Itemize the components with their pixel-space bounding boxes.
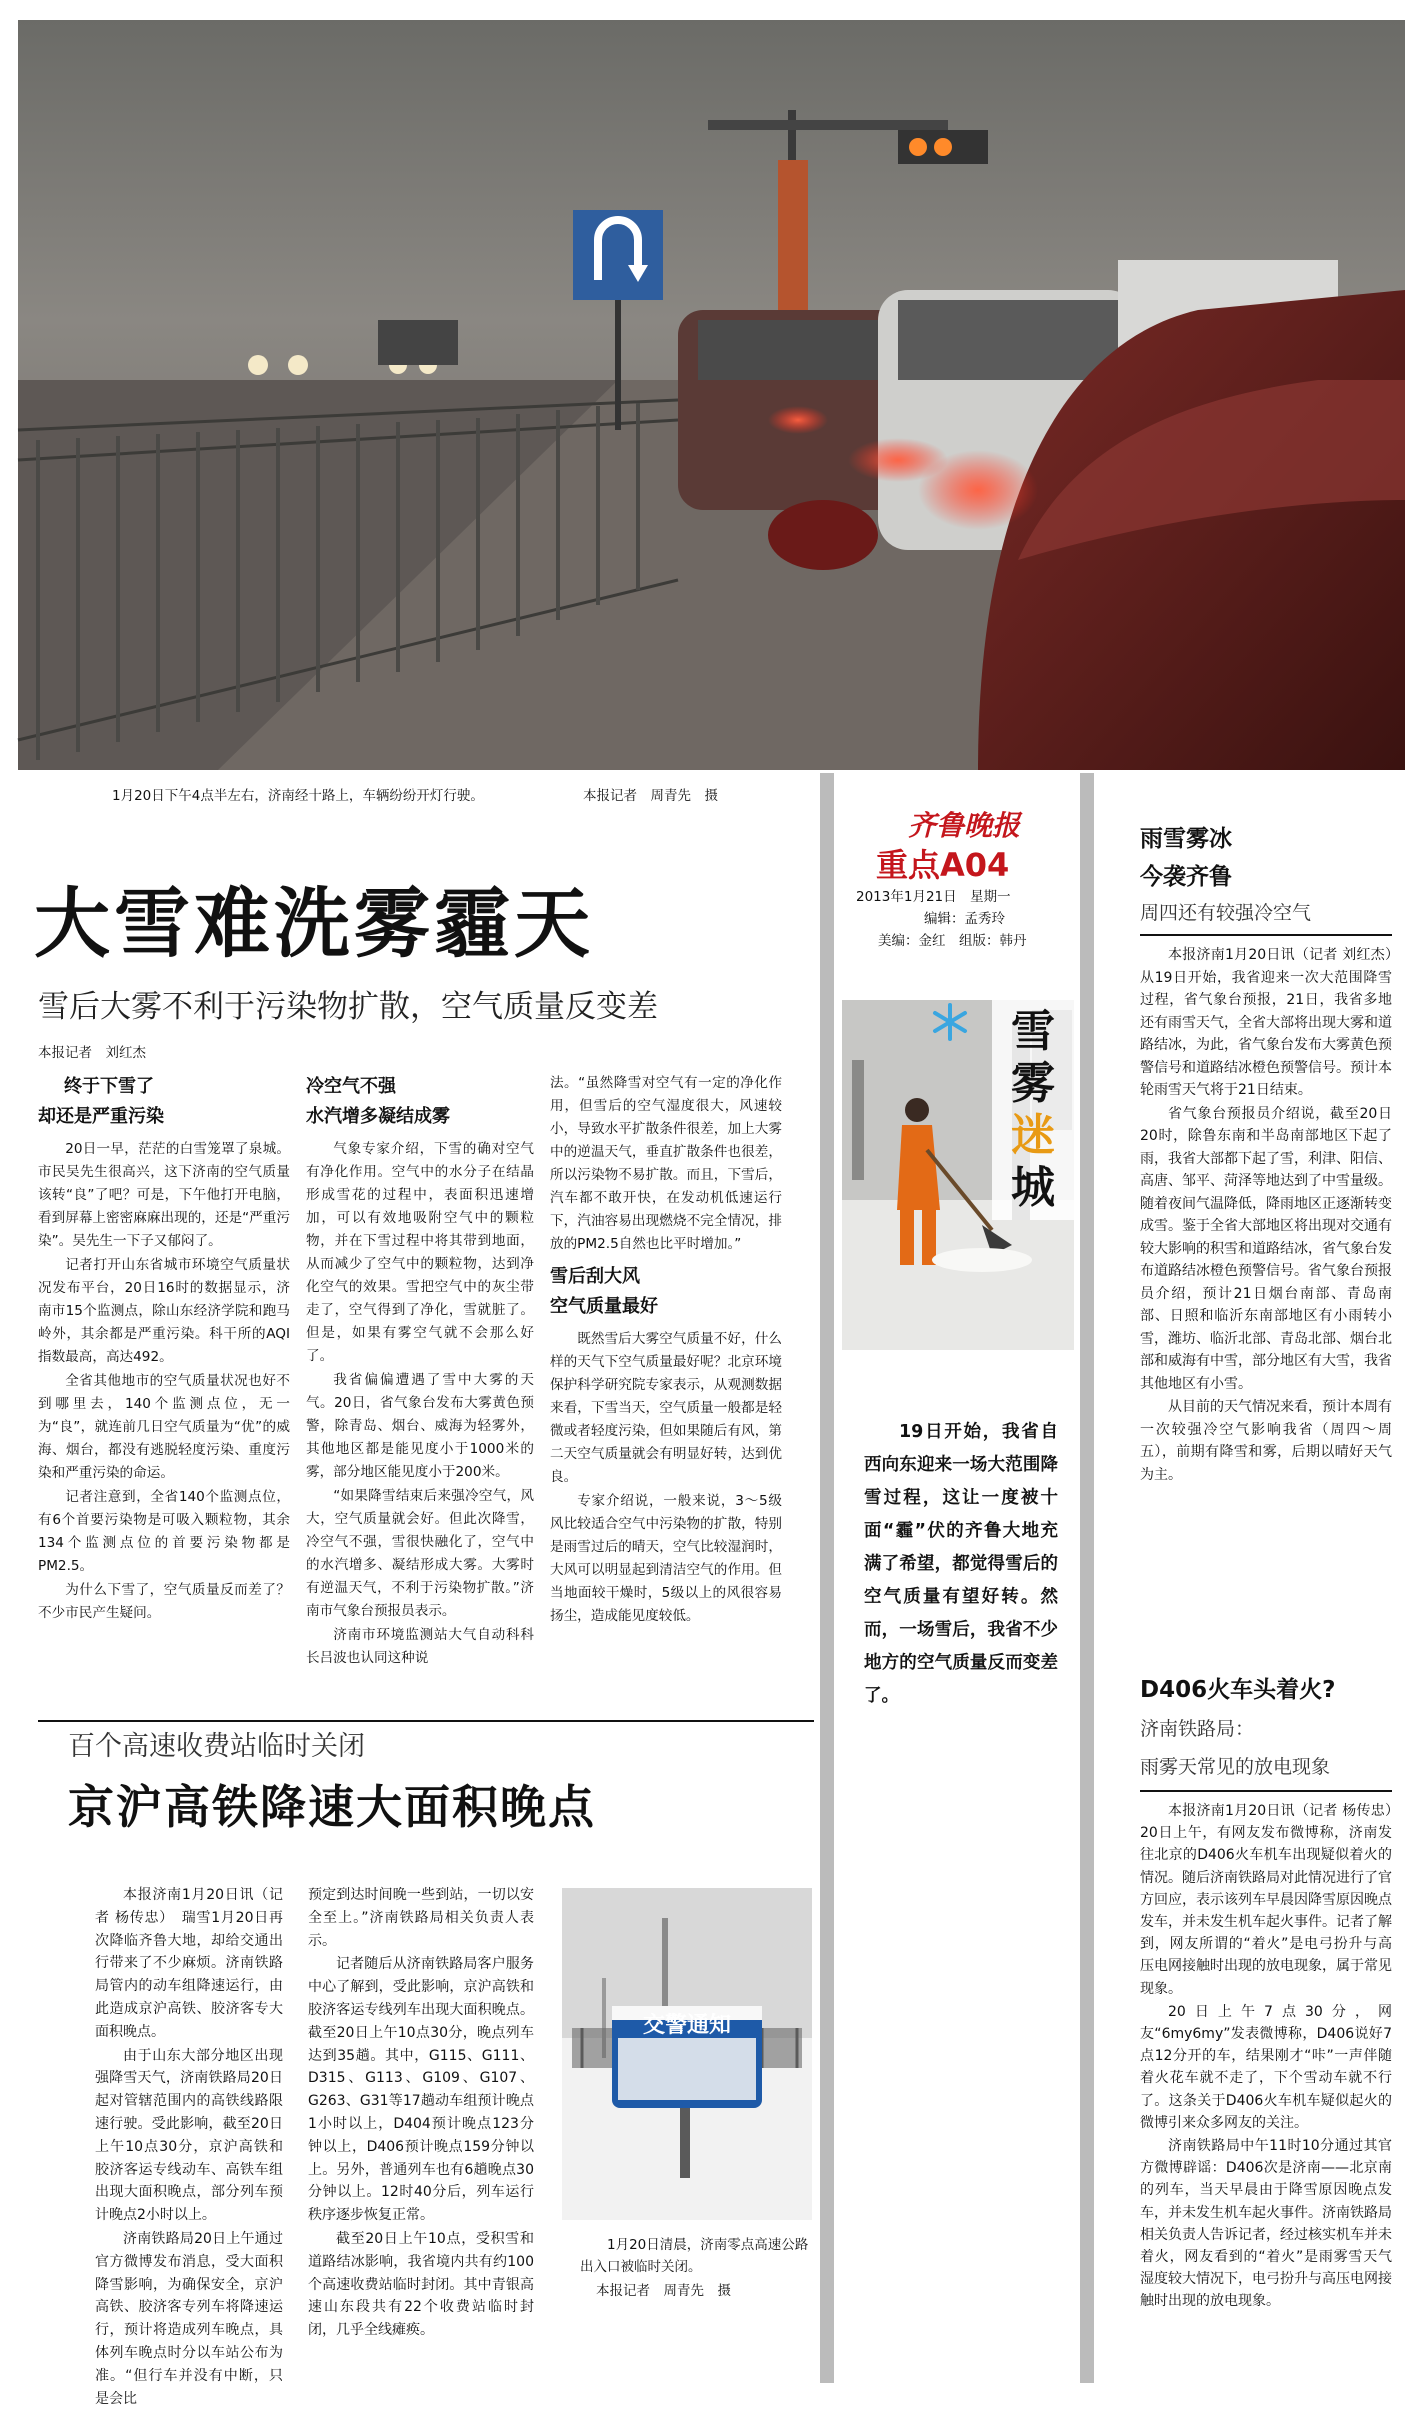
paragraph: 既然雪后大雾空气质量不好，什么样的天气下空气质量最好呢？北京环境保护科学研究院专家表示，从观测数据来看，下雪当天，空气质量一般都是轻微或者轻度污染，但如果随后有风，第二天空气质量就会有明显好转，达到优良。 [550,1331,782,1485]
paragraph: 记者打开山东省城市环境空气质量状况发布平台，20日16时的数据显示，济南市15个监测点，除山东经济学院和跑马岭外，其余都是严重污染。科干所的AQI指数最高，高达492。 [38,1257,290,1365]
train-title: D406火车头着火? [1140,1677,1336,1703]
column-divider [1080,773,1094,2383]
weather-title: 今袭齐鲁 [1140,864,1232,890]
rule [1140,1790,1392,1792]
column-divider [820,773,834,2383]
sign-text: 交警通知 [642,2013,731,2038]
headline: 大雪难洗雾霾天 [34,879,594,968]
paragraph: 20日上午7点30分，网友“6my6my”发表微博称，D406说好7点12分开的车，结果刚才“咔”一声伴随着火花车就不走了，下个雪动车就不行了。这条关于D406火车机车疑似起火的微博引来众多网友的关注。 [1140,2003,1392,2131]
snow-sweeper-photo [842,1000,1074,1350]
section-code: 重点A04 [876,846,1010,884]
date-line: 2013年1月21日 星期一 [856,889,1011,905]
paragraph: 本报济南1月20日讯（记者 杨传忠） 瑞雪1月20日再次降临齐鲁大地，却给交通出行带来了不少麻烦。济南铁路局管内的动车组降速运行，由此造成京沪高铁、胶济客专大面积晚点。 [95,1887,283,2040]
rail-photo-credit: 本报记者 周青先 摄 [596,2283,731,2299]
rule [1140,934,1392,936]
train-story [1140,1670,1406,2314]
feature-intro: 19日开始，我省自西向东迎来一场大范围降雪过程，这让一度被十面“霾”伏的齐鲁大地充满了希望，都觉得雪后的空气质量有望好转。然而，一场雪后，我省不少地方的空气质量反而变差了。 [864,1422,1058,1706]
foggy-road-image [18,20,1405,770]
paragraph: 济南铁路局中午11时10分通过其官方微博辟谣：D406次是济南——北京南的列车，当天早晨由于降雪原因晚点发车，并未发生机车起火事件。济南铁路局相关负责人告诉记者，经过核实机车并未着火，网友看到的“着火”是雨雾雪天气湿度较大情况下，电弓扮升与高压电网接触时出现的放电现象。 [1140,2138,1392,2310]
feature-title-char: 迷 [1011,1110,1055,1161]
story-column-2 [306,1072,534,1671]
story-column-1 [38,1072,290,1626]
weather-story [1140,820,1406,1487]
train-deck: 雨雾天常见的放电现象 [1140,1756,1331,1778]
rail-column-2 [308,1884,534,2343]
rail-headline: 京沪高铁降速大面积晚点 [68,1780,596,1834]
paragraph: 从目前的天气情况来看，预计本周有一次较强冷空气影响我省（周四～周五），前期有降雪和雾，后期以晴好天气为主。 [1140,1399,1392,1483]
paragraph: 省气象台预报员介绍说，截至20日20时，除鲁东南和半岛南部地区下起了雨，我省大部都下起了雪，利津、阳信、高唐、邹平、菏泽等地达到了中雪量级。随着夜间气温降低，降雨地区正逐渐转变成雪。鉴于全省大部地区将出现对交通有较大影响的积雪和道路结冰，省气象台发布道路结冰橙色预警信号。省气象台预报员介绍，预计21日烟台南部、青岛南部、日照和临沂东南部地区有小雨转小雪，潍坊、临沂北部、青岛北部、烟台北部和威海有中雪，部分地区有大雪，我省其他地区有小雪。 [1140,1105,1392,1392]
toll-station-photo [562,1888,812,2220]
feature-title-char: 雪 [1011,1006,1055,1057]
main-photo-caption: 1月20日下午4点半左右，济南经十路上，车辆纷纷开灯行驶。 [112,788,484,804]
paragraph: 本报济南1月20日讯（记者 刘红杰） 从19日开始，我省迎来一次大范围降雪过程，省气象台预报，21日，我省多地还有雨雪天气，全省大部将出现大雾和道路结冰，为此，省气象台发布大雾黄色预警信号和道路结冰橙色预警信号。预计本轮雨雪天气将于21日结束。 [1140,947,1406,1098]
weather-title: 雨雪雾冰 [1140,826,1232,852]
feature-title [992,1000,1074,1220]
paragraph: 气象专家介绍，下雪的确对空气有净化作用。空气中的水分子在结晶形成雪花的过程中，表面积迅速增加，可以有效地吸附空气中的颗粒物，并在下雪过程中将其带到地面，从而减少了空气中的颗粒物，达到净化空气的效果。雪把空气中的灰尘带走了，空气得到了净化，雪就脏了。但是，如果有雾空气就不会那么好了。 [306,1141,534,1364]
paragraph: 专家介绍说，一般来说，3～5级风比较适合空气中污染物的扩散，特别是雨雪过后的晴天，空气比较湿润时，大风可以明显起到清洁空气的作用。但当地面较干燥时，5级以上的风很容易扬尘，造成能见度较低。 [550,1493,782,1624]
subhead: 雪后大雾不利于污染物扩散，空气质量反变差 [38,989,658,1025]
newspaper-logo: 齐鲁晚报 [908,809,1021,842]
paragraph: 本报济南1月20日讯（记者 杨传忠） 20日上午，有网友发布微博称，济南发往北京的D406火车机车出现疑似着火的情况。随后济南铁路局对此情况进行了官方回应，表示该列车早晨因降雪原因晚点发车，并未发生机车起火事件。记者了解到，网友所谓的“着火”是电弓扮升与高压电网接触时出现的放电现象，属于常见现象。 [1140,1803,1406,1997]
section-title: 却还是严重污染 [38,1106,164,1127]
paragraph: 记者随后从济南铁路局客户服务中心了解到，受此影响，京沪高铁和胶济客运专线列车出现大面积晚点。截至20日上午10点30分，晚点列车达到35趟。其中，G115、G111、D315、G113、G109、G107、G263、G31等17趟动车组预计晚点1小时以上，D404预计晚点123分钟以上，D406预计晚点159分钟以上。另外，普通列车也有6趟晚点30分钟以上。12时40分后，列车运行秩序逐步恢复正常。 [308,1956,534,2224]
story-column-3 [550,1072,782,1629]
paragraph: 我省偏偏遭遇了雪中大雾的天气。20日，省气象台发布大雾黄色预警，除青岛、烟台、威海为轻雾外，其他地区都是能见度小于1000米的雾，部分地区能见度小于200米。 [306,1372,534,1480]
feature-title-char: 雾 [1011,1058,1055,1109]
paragraph: 法。“虽然降雪对空气有一定的净化作用，但雪后的空气湿度很大，风速较小，导致水平扩散条件很差，加上大雾中的逆温天气，垂直扩散条件也很差，所以污染物不易扩散。而且，下雪后，汽车都不敢开快，在发动机低速运行下，汽油容易出现燃烧不完全情况，排放的PM2.5自然也比平时增加。” [550,1075,782,1252]
paragraph: 记者注意到，全省140个监测点位，有6个首要污染物是可吸入颗粒物，其余134个监测点位的首要污染物都是PM2.5。 [38,1489,290,1574]
section-title: 空气质量最好 [550,1296,658,1317]
paragraph: 为什么下雪了，空气质量反而差了？不少市民产生疑问。 [38,1582,290,1621]
rule [38,1720,814,1722]
paragraph: 全省其他地市的空气质量状况也好不到哪里去，140个监测点位，无一为“良”，就连前几日空气质量为“优”的威海、烟台，都没有逃脱轻度污染、重度污染和严重污染的命运。 [38,1373,290,1481]
paragraph: 20日一早，茫茫的白雪笼罩了泉城。市民吴先生很高兴，这下济南的空气质量该转“良”了吧？可是，下午他打开电脑，看到屏幕上密密麻麻出现的，还是“严重污染”。吴先生一下子又郁闷了。 [38,1141,290,1249]
section-title: 水汽增多凝结成雾 [306,1106,450,1127]
section-title: 冷空气不强 [306,1076,396,1097]
paragraph: 由于山东大部分地区出现强降雪天气，济南铁路局20日起对管辖范围内的高铁线路限速行驶。受此影响，截至20日上午10点30分，京沪高铁和胶济客运专线动车、高铁车组出现大面积晚点，部分列车预计晚点2小时以上。 [95,2047,283,2224]
toll-station-image [562,1888,812,2220]
paragraph: “如果降雪结束后来强冷空气，风大，空气质量就会好。但此次降雪，冷空气不强，雪很快融化了，空气中的水汽增多、凝结形成大雾。大雾时有逆温天气，不利于污染物扩散。”济南市气象台预报员表示。 [306,1488,534,1619]
paragraph: 预定到达时间晚一些到站，一切以安全至上。”济南铁路局相关负责人表示。 [308,1887,534,1949]
rail-photo-caption: 1月20日清晨，济南零点高速公路出入口被临时关闭。 [580,2237,809,2275]
byline: 本报记者 刘红杰 [38,1045,146,1061]
paragraph: 截至20日上午10点，受积雪和道路结冰影响，我省境内共有约100个高速收费站临时封闭。其中青银高速山东段共有22个收费站临时封闭，几乎全线瘫痪。 [308,2230,534,2339]
section-title: 雪后刮大风 [550,1266,640,1287]
weather-subtitle: 周四还有较强冷空气 [1140,902,1312,924]
main-photo [18,20,1405,770]
paragraph: 济南市环境监测站大气自动科科长吕波也认同这种说 [306,1627,534,1666]
section-title: 终于下雪了 [64,1076,154,1097]
main-photo-credit: 本报记者 周青先 摄 [583,788,718,804]
editor-line: 编辑：孟秀玲 [924,911,1005,927]
art-line: 美编：金红 组版：韩丹 [878,933,1027,949]
rail-column-1 [95,1884,283,2411]
train-deck: 济南铁路局： [1140,1718,1255,1740]
snowflake-icon [930,1002,970,1042]
masthead [848,808,1074,952]
paragraph: 济南铁路局20日上午通过官方微博发布消息，受大面积降雪影响，为确保安全，京沪高铁、胶济客专列车将降速运行，预计将造成列车晚点，具体列车晚点时分以车站公布为准。“但行车并没有中断，只是会比 [95,2230,283,2407]
feature-title-char: 城 [1011,1162,1055,1213]
rail-kicker: 百个高速收费站临时关闭 [68,1731,365,1762]
